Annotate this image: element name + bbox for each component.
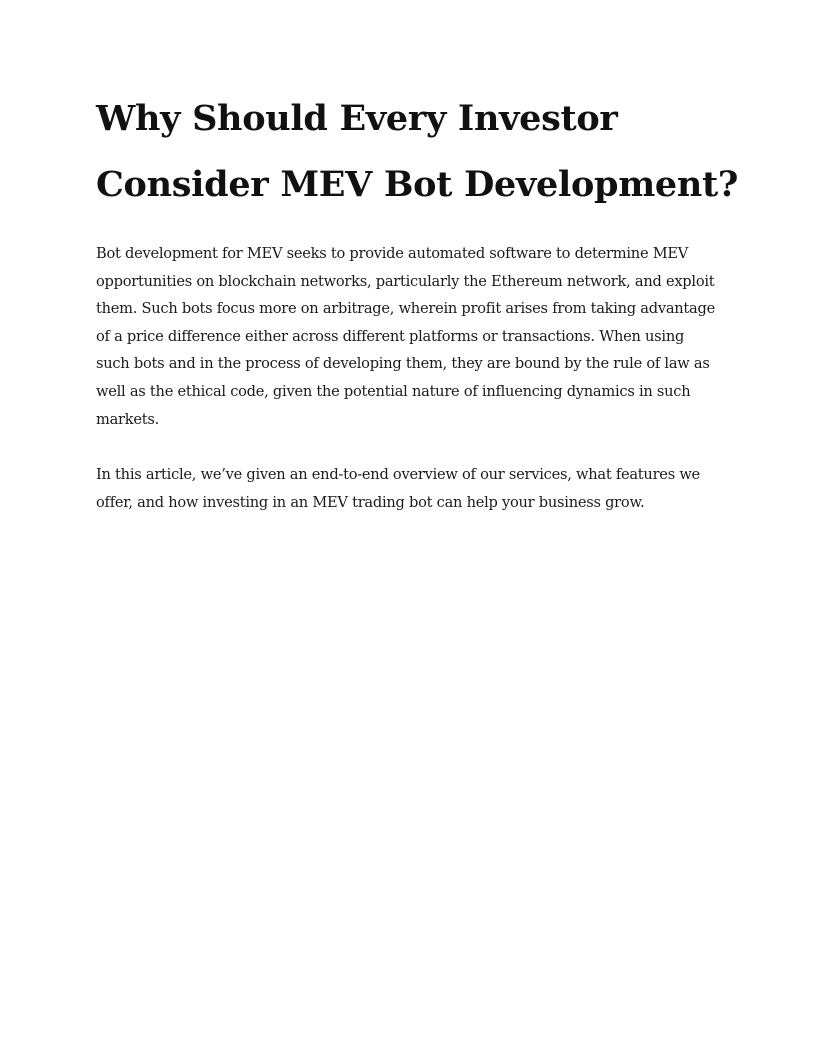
paragraph-line: them. Such bots focus more on arbitrage, wherein profit arises from taking advantage (96, 300, 715, 318)
title-line: Consider MEV Bot Development? (96, 164, 739, 205)
paragraph-line: such bots and in the process of developing them, they are bound by the rule of law as (96, 355, 710, 373)
intro-paragraph (96, 240, 726, 433)
paragraph-line: In this article, we’ve given an end-to-end overview of our services, what features we (96, 466, 700, 484)
paragraph-line: well as the ethical code, given the potential nature of influencing dynamics in such (96, 382, 691, 400)
overview-paragraph (96, 461, 726, 516)
paragraph-line: Bot development for MEV seeks to provide automated software to determine MEV (96, 245, 689, 262)
paragraph-line: of a price difference either across different platforms or transactions. When using (96, 327, 685, 345)
paragraph-line: markets. (96, 410, 159, 428)
page-title (96, 86, 739, 218)
paragraph-line: opportunities on blockchain networks, particularly the Ethereum network, and exploit (96, 272, 715, 290)
paragraph-line: offer, and how investing in an MEV trading bot can help your business grow. (96, 493, 645, 511)
document-page (96, 86, 739, 516)
title-line: Why Should Every Investor (96, 98, 618, 139)
